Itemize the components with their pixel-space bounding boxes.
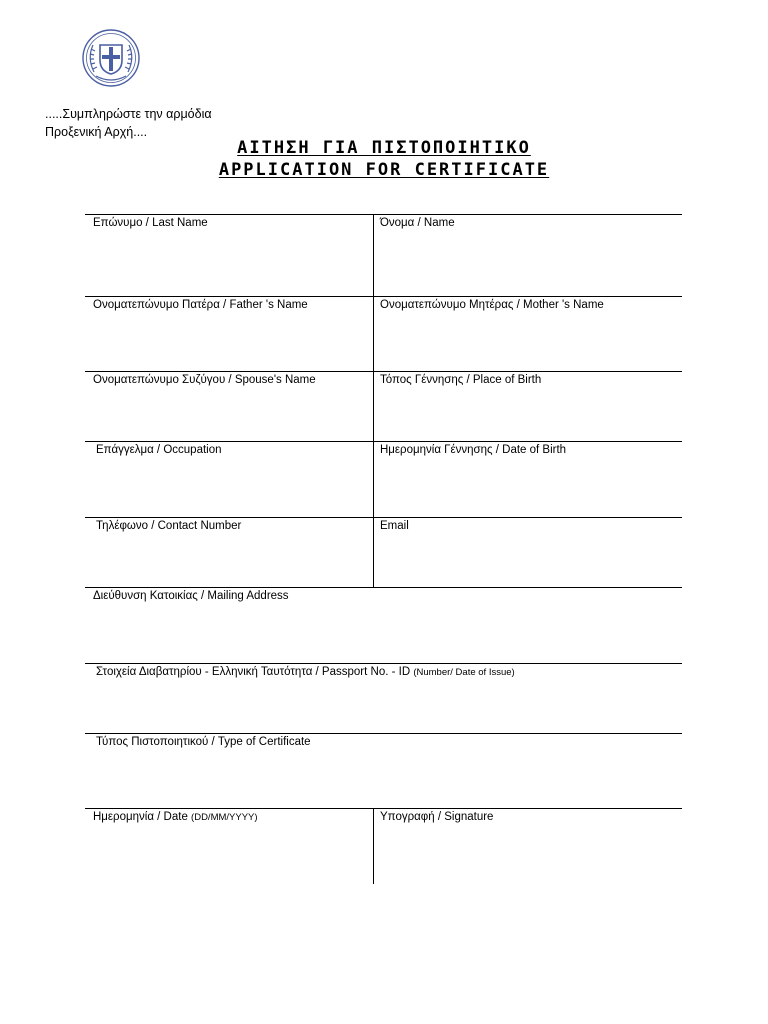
mother-name-field[interactable]: Ονοματεπώνυμο Μητέρας / Mother 's Name xyxy=(373,297,682,371)
form-row-names xyxy=(85,214,682,296)
title-greek: ΑΙΤΗΣΗ ΓΙΑ ΠΙΣΤΟΠΟΙΗΤΙΚΟ xyxy=(237,138,531,158)
date-label: Ημερομηνία / Date xyxy=(93,811,192,823)
passport-field[interactable] xyxy=(85,664,682,733)
form-row-contact xyxy=(85,517,682,587)
competent-authority-note xyxy=(45,105,212,141)
greek-state-emblem-icon xyxy=(80,27,142,89)
form-row-address xyxy=(85,587,682,663)
last-name-field[interactable]: Επώνυμο / Last Name xyxy=(93,217,208,229)
name-field[interactable]: Όνομα / Name xyxy=(373,215,682,296)
date-of-birth-field[interactable]: Ημερομηνία Γέννησης / Date of Birth xyxy=(373,442,682,517)
application-form xyxy=(85,214,682,884)
form-row-occupation-dob xyxy=(85,441,682,517)
spouse-name-field[interactable]: Ονοματεπώνυμο Συζύγου / Spouse's Name xyxy=(93,374,316,386)
authority-line-1: .....Συμπληρώστε την αρμόδια xyxy=(45,107,212,121)
title-english: APPLICATION FOR CERTIFICATE xyxy=(218,160,550,180)
signature-field[interactable]: Υπογραφή / Signature xyxy=(373,809,682,884)
certificate-type-field[interactable]: Τύπος Πιστοποιητικού / Type of Certificate xyxy=(96,736,311,748)
occupation-field[interactable]: Επάγγελμα / Occupation xyxy=(96,444,222,456)
place-of-birth-field[interactable]: Τόπος Γέννησης / Place of Birth xyxy=(373,372,682,441)
form-row-spouse-birthplace xyxy=(85,371,682,441)
form-row-certificate-type xyxy=(85,733,682,808)
form-row-passport xyxy=(85,663,682,733)
authority-line-2: Προξενική Αρχή.... xyxy=(45,125,148,139)
form-row-parents xyxy=(85,296,682,371)
passport-label: Στοιχεία Διαβατηρίου - Ελληνική Ταυτότητα / Passport No. - ID xyxy=(96,666,414,678)
date-note: (DD/MM/YYYY) xyxy=(191,812,258,823)
email-field[interactable]: Email xyxy=(373,518,682,587)
mailing-address-field[interactable]: Διεύθυνση Κατοικίας / Mailing Address xyxy=(93,590,289,602)
contact-number-field[interactable]: Τηλέφωνο / Contact Number xyxy=(96,520,242,532)
date-field[interactable] xyxy=(85,809,373,884)
passport-note: (Number/ Date of Issue) xyxy=(413,667,515,678)
form-row-date-signature xyxy=(85,808,682,884)
father-name-field[interactable]: Ονοματεπώνυμο Πατέρα / Father 's Name xyxy=(93,299,308,311)
